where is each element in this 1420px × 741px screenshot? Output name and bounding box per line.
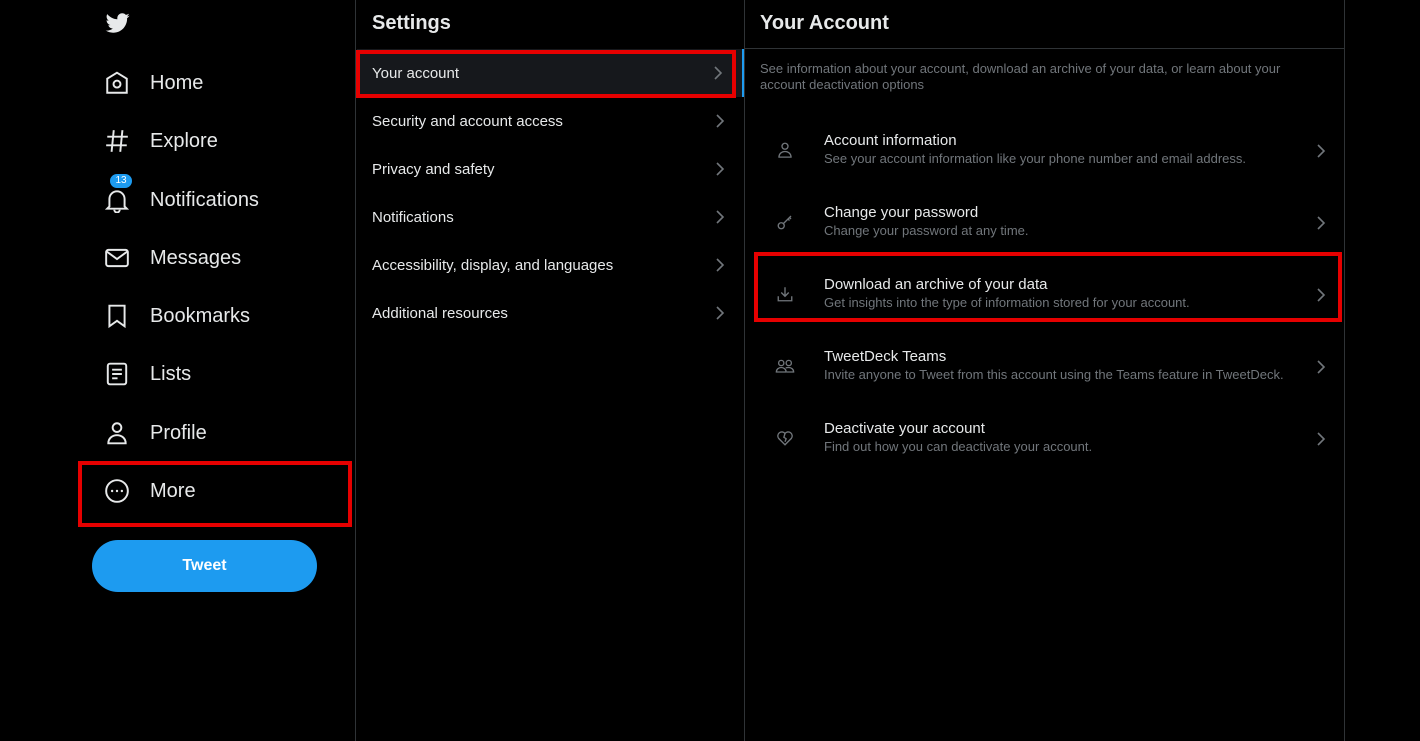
nav-label-lists: Lists xyxy=(150,362,192,385)
tweet-button[interactable]: Tweet xyxy=(92,540,317,592)
bell-icon xyxy=(103,175,131,214)
account-item-tweetdeck-teams[interactable] xyxy=(760,333,1340,405)
highlight-box-your-account xyxy=(356,50,736,98)
account-item-information[interactable] xyxy=(760,117,1340,189)
settings-item-label: Notifications xyxy=(372,208,454,226)
nav-label-notifications: Notifications xyxy=(150,188,259,211)
bookmark-icon xyxy=(103,302,131,330)
settings-item-label: Additional resources xyxy=(372,304,508,322)
account-item-title: Change your password xyxy=(824,204,979,221)
envelope-icon xyxy=(103,244,131,272)
nav-item-home[interactable] xyxy=(103,63,203,103)
person-icon xyxy=(774,139,796,161)
account-item-subtitle: Invite anyone to Tweet from this account using the Teams feature in TweetDeck. xyxy=(824,367,1284,382)
account-item-title: Deactivate your account xyxy=(824,420,985,437)
person-icon xyxy=(103,419,131,447)
nav-label-messages: Messages xyxy=(150,246,242,269)
home-icon xyxy=(103,69,131,97)
left-nav xyxy=(0,0,355,741)
account-item-title: Download an archive of your data xyxy=(824,276,1048,293)
account-title: Your Account xyxy=(760,12,889,34)
settings-title: Settings xyxy=(372,12,451,34)
chevron-right-icon xyxy=(714,257,726,273)
chevron-right-icon xyxy=(1315,431,1327,447)
settings-item-accessibility[interactable] xyxy=(357,241,744,289)
settings-item-label: Security and account access xyxy=(372,112,563,130)
notification-count-badge: 13 xyxy=(109,173,133,189)
settings-item-notifications[interactable] xyxy=(357,193,744,241)
nav-item-messages[interactable] xyxy=(103,238,241,278)
nav-item-lists[interactable] xyxy=(103,354,191,394)
settings-item-privacy[interactable] xyxy=(357,145,744,193)
settings-item-label: Your account xyxy=(372,64,460,82)
nav-item-bookmarks[interactable] xyxy=(103,296,250,336)
list-icon xyxy=(103,360,131,388)
account-item-title: Account information xyxy=(824,132,957,149)
nav-label-home: Home xyxy=(150,71,204,94)
account-description: See information about your account, download an archive of your data, or learn about your account deactivation options xyxy=(760,61,1281,92)
settings-item-label: Privacy and safety xyxy=(372,160,495,178)
chevron-right-icon xyxy=(1315,143,1327,159)
nav-item-profile[interactable] xyxy=(103,413,207,453)
account-item-change-password[interactable] xyxy=(760,189,1340,261)
account-item-subtitle: Change your password at any time. xyxy=(824,223,1029,238)
chevron-right-icon xyxy=(714,161,726,177)
hashtag-icon xyxy=(103,127,131,155)
account-header xyxy=(745,0,1344,49)
nav-label-profile: Profile xyxy=(150,421,207,444)
key-icon xyxy=(774,211,796,233)
people-icon xyxy=(774,355,796,377)
account-column xyxy=(745,0,1345,741)
account-item-subtitle: Find out how you can deactivate your account. xyxy=(824,439,1093,454)
nav-label-explore: Explore xyxy=(150,129,218,152)
settings-item-label: Accessibility, display, and languages xyxy=(372,256,614,274)
nav-item-notifications[interactable] xyxy=(103,175,259,220)
broken-heart-icon xyxy=(774,427,796,449)
settings-column xyxy=(355,0,745,741)
chevron-right-icon xyxy=(714,113,726,129)
account-item-subtitle: See your account information like your phone number and email address. xyxy=(824,151,1247,166)
chevron-right-icon xyxy=(714,305,726,321)
nav-label-more: More xyxy=(150,479,196,502)
chevron-right-icon xyxy=(1315,215,1327,231)
settings-item-additional-resources[interactable] xyxy=(357,289,744,337)
chevron-right-icon xyxy=(1315,359,1327,375)
nav-item-explore[interactable] xyxy=(103,121,218,161)
settings-item-security[interactable] xyxy=(357,97,744,145)
chevron-right-icon xyxy=(714,209,726,225)
account-item-deactivate[interactable] xyxy=(760,405,1340,477)
twitter-logo-icon[interactable] xyxy=(104,11,132,35)
account-item-subtitle: Get insights into the type of information stored for your account. xyxy=(824,295,1190,310)
highlight-box-download-archive xyxy=(754,252,1342,322)
highlight-box-more xyxy=(78,461,352,527)
account-item-title: TweetDeck Teams xyxy=(824,348,947,365)
nav-label-bookmarks: Bookmarks xyxy=(150,304,251,327)
